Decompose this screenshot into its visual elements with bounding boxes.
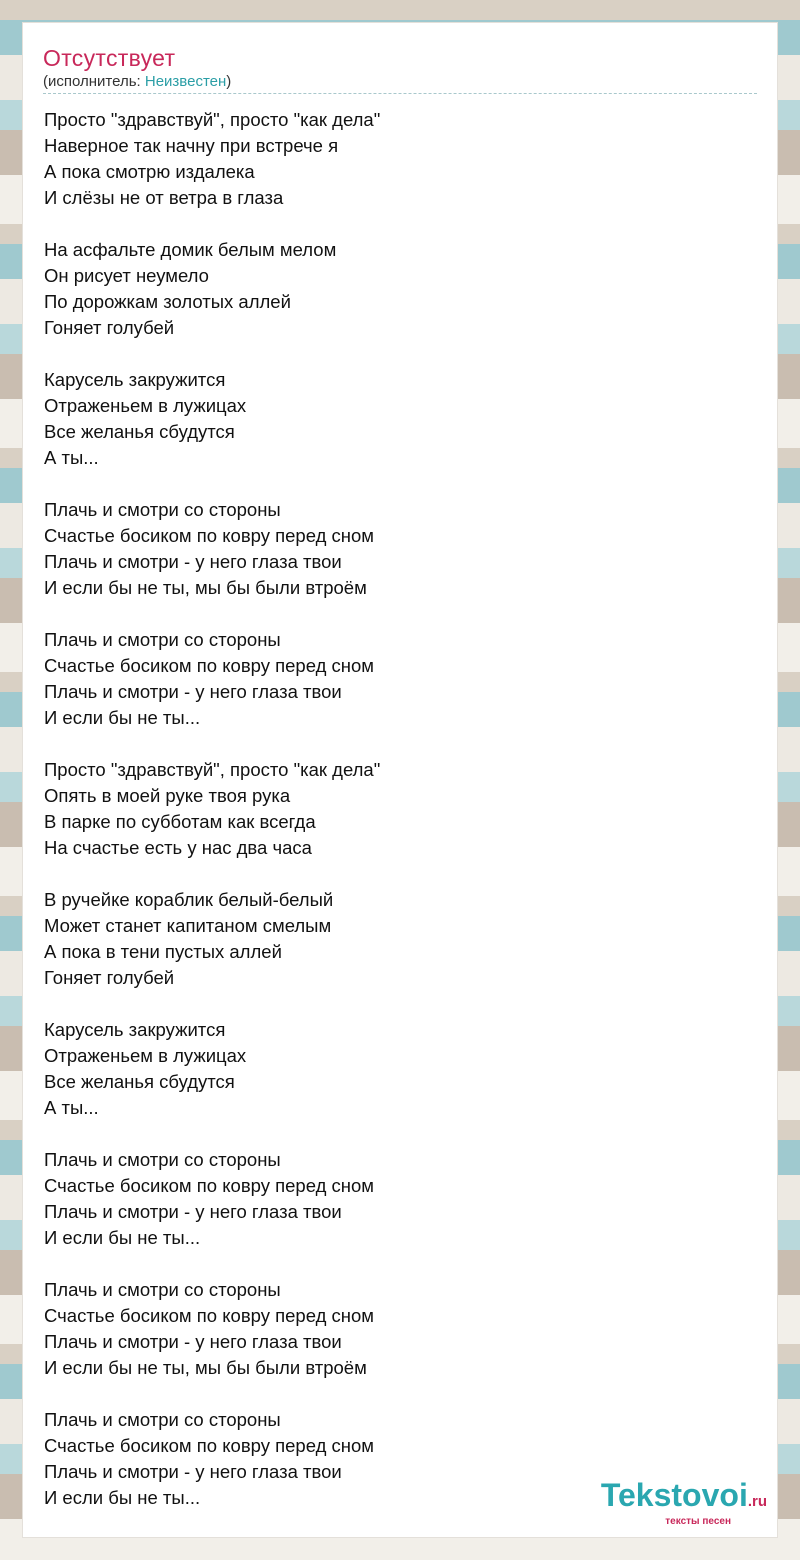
lyrics-line: Карусель закружится (44, 369, 226, 390)
lyrics-line: Плачь и смотри со стороны (44, 1279, 281, 1300)
lyrics-stanza (44, 1147, 744, 1251)
lyrics-line: Счастье босиком по ковру перед сном (44, 525, 375, 546)
lyrics-line: И если бы не ты... (44, 707, 201, 728)
site-logo[interactable] (600, 1477, 767, 1527)
lyrics-line: Просто "здравствуй", просто "как дела" (44, 759, 381, 780)
lyrics-line: Счастье босиком по ковру перед сном (44, 655, 375, 676)
artist-link[interactable]: Неизвестен (144, 73, 227, 90)
lyrics-stanza (44, 1277, 744, 1381)
lyrics-line: А пока в тени пустых аллей (44, 941, 282, 962)
lyrics-line: На асфальте домик белым мелом (44, 239, 337, 260)
logo-tld: .ru (747, 1493, 767, 1510)
lyrics-stanza (44, 497, 744, 601)
lyrics-line: А ты... (44, 1097, 99, 1118)
lyrics-line: В ручейке кораблик белый-белый (44, 889, 334, 910)
lyrics-line: Гоняет голубей (44, 317, 175, 338)
lyrics-line: Он рисует неумело (44, 265, 209, 286)
lyrics-line: Плачь и смотри - у него глаза твои (44, 1331, 342, 1352)
lyrics-line: Наверное так начну при встрече я (44, 135, 339, 156)
lyrics-line: Счастье босиком по ковру перед сном (44, 1305, 375, 1326)
lyrics-line: И если бы не ты, мы бы были втроём (44, 577, 367, 598)
lyrics-line: А ты... (44, 447, 99, 468)
lyrics-line: Плачь и смотри со стороны (44, 1409, 281, 1430)
lyrics-stanza (44, 1017, 744, 1121)
lyrics-line: Все желанья сбудутся (44, 1071, 235, 1092)
lyrics-line: Плачь и смотри - у него глаза твои (44, 1461, 342, 1482)
lyrics-line: Счастье босиком по ковру перед сном (44, 1435, 375, 1456)
lyrics-stanza (44, 237, 744, 341)
lyrics-line: Все желанья сбудутся (44, 421, 235, 442)
lyrics-line: Плачь и смотри со стороны (44, 1149, 281, 1170)
lyrics-line: Карусель закружится (44, 1019, 226, 1040)
lyrics-line: Гоняет голубей (44, 967, 175, 988)
lyrics-line: И если бы не ты... (44, 1487, 201, 1508)
lyrics-line: И слёзы не от ветра в глаза (44, 187, 284, 208)
lyrics-line: Плачь и смотри - у него глаза твои (44, 551, 342, 572)
lyrics-line: Отраженьем в лужицах (44, 1045, 247, 1066)
logo-name: Tekstovoi (600, 1477, 748, 1513)
lyrics-text (44, 107, 744, 1537)
lyrics-line: На счастье есть у нас два часа (44, 837, 312, 858)
lyrics-line: Плачь и смотри - у него глаза твои (44, 681, 342, 702)
lyrics-line: Плачь и смотри со стороны (44, 629, 281, 650)
lyrics-card (22, 22, 778, 1538)
lyrics-line: И если бы не ты... (44, 1227, 201, 1248)
song-title: Отсутствует (43, 45, 176, 71)
divider (43, 93, 757, 94)
lyrics-line: Счастье босиком по ковру перед сном (44, 1175, 375, 1196)
lyrics-line: А пока смотрю издалека (44, 161, 255, 182)
lyrics-line: Плачь и смотри - у него глаза твои (44, 1201, 342, 1222)
lyrics-line: Опять в моей руке твоя рука (44, 785, 291, 806)
lyrics-stanza (44, 887, 744, 991)
artist-line (43, 73, 231, 90)
lyrics-line: Может станет капитаном смелым (44, 915, 332, 936)
lyrics-stanza (44, 627, 744, 731)
lyrics-line: И если бы не ты, мы бы были втроём (44, 1357, 367, 1378)
lyrics-stanza (44, 757, 744, 861)
logo-tagline: тексты песен (665, 1516, 731, 1527)
lyrics-line: Плачь и смотри со стороны (44, 499, 281, 520)
lyrics-stanza (44, 367, 744, 471)
lyrics-line: По дорожкам золотых аллей (44, 291, 291, 312)
artist-suffix: ) (226, 73, 232, 90)
lyrics-line: Отраженьем в лужицах (44, 395, 247, 416)
lyrics-line: Просто "здравствуй", просто "как дела" (44, 109, 381, 130)
lyrics-stanza (44, 107, 744, 211)
artist-prefix: (исполнитель: (43, 73, 145, 90)
lyrics-line: В парке по субботам как всегда (44, 811, 316, 832)
